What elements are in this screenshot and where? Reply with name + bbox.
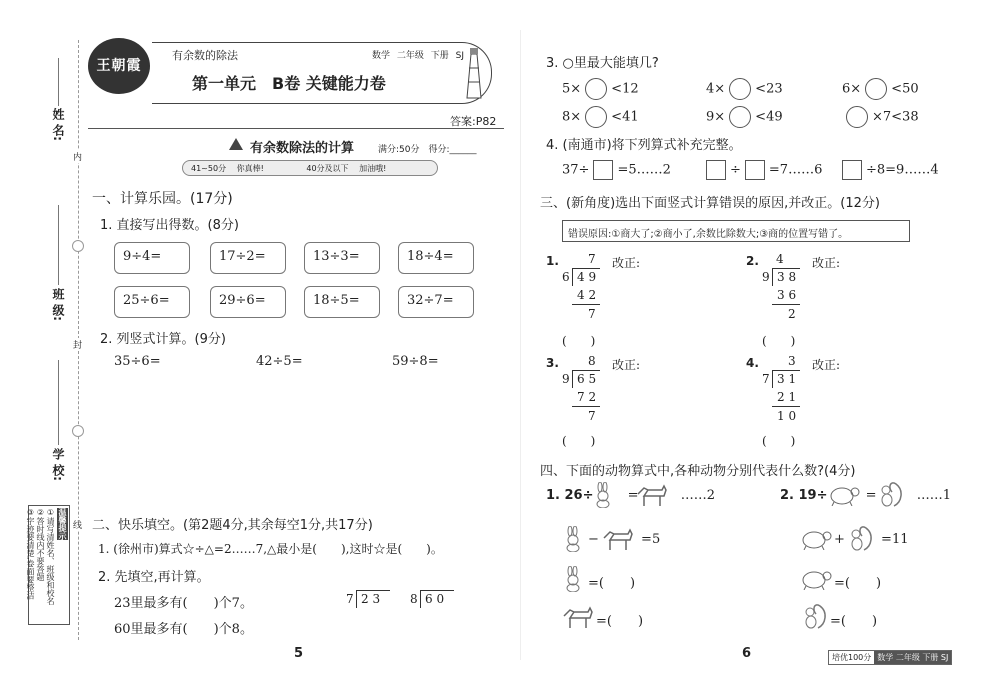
section-title: 有余数除法的计算 — [250, 141, 355, 156]
part3-heading: 三、(新角度)选出下面竖式计算错误的原因,并改正。(12分) — [540, 196, 880, 211]
topic-label: 有余数的除法 — [172, 49, 238, 62]
answer-ref: 答案:P82 — [450, 115, 497, 128]
cut-mark-2: 封 — [73, 338, 82, 351]
division-frame-2 — [410, 590, 456, 608]
oral-calc-3: 13÷3= — [304, 242, 380, 274]
part2-q2-line1: 23里最多有( )个7。 — [114, 596, 253, 611]
meta-row — [372, 48, 464, 61]
cut-mark-3: 线 — [73, 518, 82, 531]
tips-box — [28, 505, 70, 625]
dog-icon — [600, 524, 634, 552]
part2-heading: 二、快乐填空。(第2题4分,其余每空1分,共17分) — [92, 518, 373, 533]
school-label: 学 校: — [51, 448, 65, 481]
turtle-icon — [800, 566, 832, 590]
vertical-calc-2: 42÷5= — [256, 354, 303, 369]
animal-eq-2: 2. 19÷ = ……1 — [780, 488, 951, 503]
part2-q2-line2: 60里最多有( )个8。 — [114, 622, 253, 637]
page-title: 第一单元 B卷 关键能力卷 — [192, 74, 386, 93]
error-problem-4: 4. 3 7 3 1 2 1 1 0 改正: ( ) — [746, 354, 841, 448]
brand-name: 王朝霞 — [96, 58, 142, 74]
grade-encourage: 加油哦! — [359, 164, 387, 173]
oral-calc-4: 18÷4= — [398, 242, 474, 274]
animal-eq-1a: − =5 — [560, 532, 660, 547]
footer-badge — [828, 650, 952, 665]
squirrel-icon — [876, 480, 904, 508]
binding-hole-2 — [72, 425, 84, 437]
page-number-left: 5 — [294, 646, 304, 661]
class-label: 班 级: — [51, 288, 65, 321]
oral-calc-7: 18÷5= — [304, 286, 380, 318]
part2-q1: 1. (徐州市)算式☆÷△=2……7,△最小是( ),这时☆是( )。 — [98, 542, 443, 556]
animal-eq-1: 1. 26÷ = ……2 — [546, 488, 715, 503]
page-fold — [520, 30, 521, 660]
part4-heading: 四、下面的动物算式中,各种动物分别代表什么数?(4分) — [540, 464, 856, 479]
oral-calc-1: 9÷4= — [114, 242, 190, 274]
divisor-1: 7 — [346, 592, 354, 606]
lighthouse-icon — [465, 44, 483, 100]
animal-eq-1b: =( ) — [560, 572, 635, 591]
binding-hole-1 — [72, 240, 84, 252]
grade-range-low: 40分及以下 — [306, 164, 349, 173]
part1-q2-label: 2. 列竖式计算。(9分) — [100, 332, 226, 347]
answer-blank: ( ) — [762, 434, 796, 448]
rabbit-icon — [590, 482, 616, 508]
meta-subject: 数学 — [372, 51, 391, 61]
header-banner — [152, 42, 492, 104]
squirrel-icon — [800, 602, 828, 630]
answer-blank: ( ) — [762, 334, 796, 348]
fill-eq-1: 37÷ =5……2 — [562, 160, 671, 180]
name-line — [58, 58, 59, 106]
meta-volume: 下册 — [430, 51, 449, 61]
dividend-1: 2 3 — [361, 592, 381, 606]
error-problem-3: 3. 8 9 6 5 7 2 7 改正: ( ) — [546, 354, 641, 448]
badge-meta: 数学 二年级 下册 SJ — [874, 651, 951, 664]
dog-icon — [560, 602, 594, 630]
circle-ineq-1: 5× <12 — [562, 78, 639, 100]
grade-range-high: 41~50分 — [191, 164, 227, 173]
animal-eq-2a: + =11 — [800, 532, 908, 547]
dog-icon — [634, 480, 668, 508]
error-problem-1: 1. 7 6 4 9 4 2 7 改正: ( ) — [546, 252, 641, 348]
error-problem-2: 2. 4 9 3 8 3 6 2 改正: ( ) — [746, 252, 841, 348]
part2-q2-label: 2. 先填空,再计算。 — [98, 570, 210, 585]
vertical-calc-1: 35÷6= — [114, 354, 161, 369]
oral-calc-6: 29÷6= — [210, 286, 286, 318]
q4-label: 4. (南通市)将下列算式补充完整。 — [546, 138, 742, 153]
error-reasons-box: 错误原因:①商大了;②商小了,余数比除数大;③商的位置写错了。 — [562, 220, 910, 242]
score-line: 满分:50分 得分:______ — [378, 145, 477, 155]
name-label: 姓 名: — [51, 108, 65, 141]
division-frame-1 — [346, 590, 392, 608]
circle-ineq-4: 8× <41 — [562, 106, 639, 128]
turtle-icon — [828, 482, 860, 506]
circle-ineq-2: 4× <23 — [706, 78, 783, 100]
brand-logo — [88, 38, 150, 94]
answer-blank: ( ) — [562, 334, 596, 348]
grade-bar — [182, 160, 438, 176]
squirrel-icon — [846, 524, 874, 552]
circle-ineq-6: ×7<38 — [842, 106, 919, 128]
school-line — [58, 360, 59, 445]
oral-calc-8: 32÷7= — [398, 286, 474, 318]
tip-1: ①请写清姓名、班级和校名 — [46, 508, 55, 605]
q3-label: 3. ○里最大能填几? — [546, 56, 659, 71]
oral-calc-2: 17÷2= — [210, 242, 286, 274]
tips-label: 温馨提示 — [58, 508, 67, 540]
meta-grade: 二年级 — [396, 51, 424, 61]
tip-3: ③字迹要清楚,卷面要整洁 — [26, 508, 35, 600]
vertical-calc-3: 59÷8= — [392, 354, 439, 369]
rabbit-icon — [560, 566, 586, 592]
badge-brand: 培优100分 — [832, 653, 872, 662]
oral-calc-5: 25÷6= — [114, 286, 190, 318]
meta-edition: SJ — [455, 51, 465, 61]
circle-ineq-3: 6× <50 — [842, 78, 919, 100]
fill-eq-3: ÷8=9……4 — [838, 160, 939, 180]
part1-q1-label: 1. 直接写出得数。(8分) — [100, 218, 239, 233]
class-line — [58, 205, 59, 285]
animal-eq-2c: =( ) — [800, 610, 877, 629]
tip-2: ②答时线内不要答题 — [36, 508, 45, 581]
circle-ineq-5: 9× <49 — [706, 106, 783, 128]
animal-eq-2b: =( ) — [800, 572, 881, 591]
turtle-icon — [800, 526, 832, 550]
rabbit-icon — [560, 526, 586, 552]
sail-icon — [228, 137, 244, 151]
cut-mark-1: 内 — [73, 150, 82, 163]
header-divider — [88, 128, 504, 129]
divisor-2: 8 — [410, 592, 418, 606]
animal-eq-1c: =( ) — [560, 610, 643, 629]
answer-blank: ( ) — [562, 434, 596, 448]
fill-eq-2: ÷ =7……6 — [702, 160, 822, 180]
grade-praise: 你真棒! — [236, 164, 264, 173]
part1-heading: 一、计算乐园。(17分) — [92, 191, 233, 207]
page-number-right: 6 — [742, 646, 752, 661]
dividend-2: 6 0 — [425, 592, 445, 606]
